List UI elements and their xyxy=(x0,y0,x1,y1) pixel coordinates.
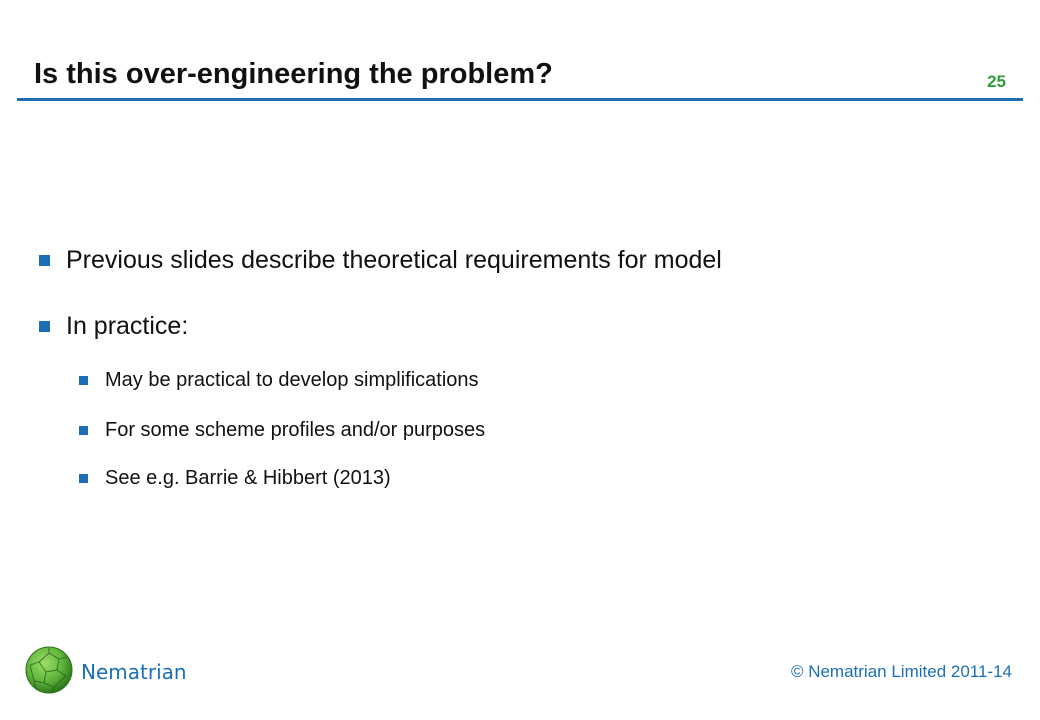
sub-bullet-text: For some scheme profiles and/or purposes xyxy=(105,419,486,441)
sub-bullet-item xyxy=(79,419,485,442)
square-bullet-icon xyxy=(79,376,88,385)
footer-brand-name: Nematrian xyxy=(81,660,187,684)
slide-number: 25 xyxy=(987,72,1006,91)
sub-bullet-text: May be practical to develop simplifications xyxy=(105,369,479,391)
bullet-item xyxy=(39,246,722,275)
sub-bullet-item xyxy=(79,467,391,490)
slide-title: Is this over-engineering the problem? xyxy=(34,58,553,90)
square-bullet-icon xyxy=(79,474,88,483)
sub-bullet-text: See e.g. Barrie & Hibbert (2013) xyxy=(105,467,391,489)
square-bullet-icon xyxy=(79,426,88,435)
square-bullet-icon xyxy=(39,321,50,332)
bullet-text: In practice: xyxy=(66,312,189,340)
bullet-text: Previous slides describe theoretical requirements for model xyxy=(66,246,722,274)
square-bullet-icon xyxy=(39,255,50,266)
sub-bullet-item xyxy=(79,369,479,392)
bullet-item xyxy=(39,312,188,341)
footer-copyright: © Nematrian Limited 2011-14 xyxy=(790,662,1012,681)
green-polyhedron-logo-icon xyxy=(24,645,74,695)
